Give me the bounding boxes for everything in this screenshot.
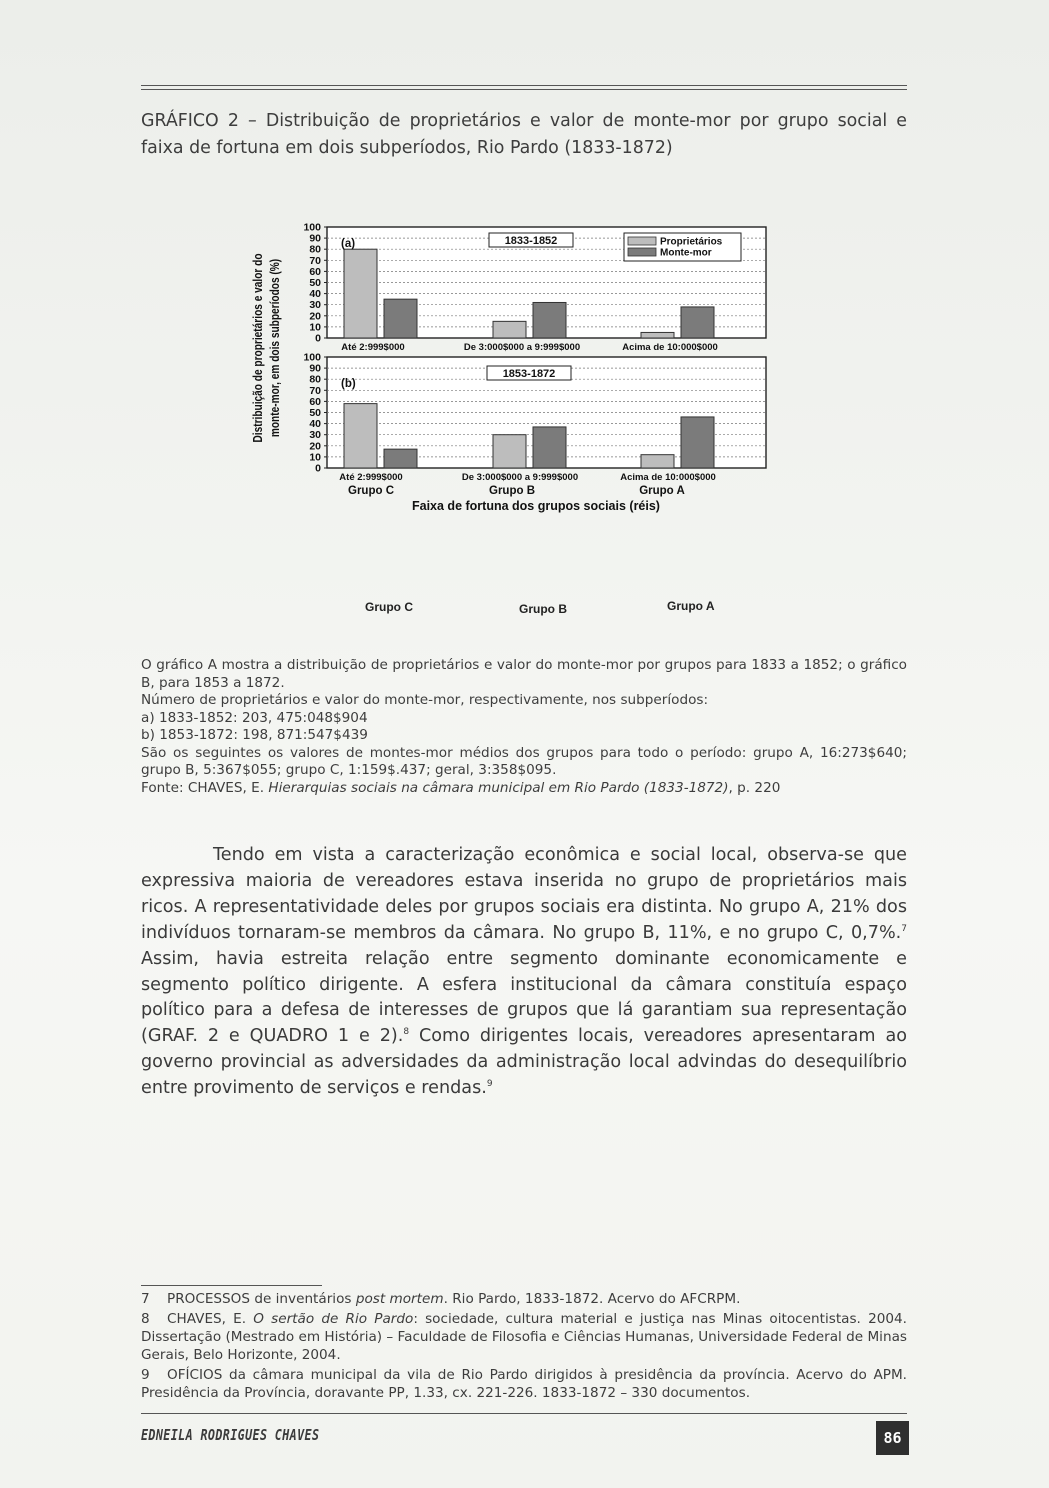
y-tick-label: 100 xyxy=(303,351,321,364)
bar-proprietarios xyxy=(641,332,674,338)
y-tick-label: 100 xyxy=(303,221,321,234)
bar-proprietarios xyxy=(493,435,526,468)
footnote-ref-7[interactable]: 7 xyxy=(901,923,907,934)
body-text-a: Tendo em vista a caracterização econômica e social local, observa-se que expressiva maioria de vereadores estava inserida no grupo de proprietários mais ricos. A representatividade deles por grupos sociais era distinta. No grupo A, 21% dos indivíduos tornaram-se membros da câmara. No grupo B, 11%, e no grupo C, 0,7%. xyxy=(141,845,907,943)
note-line: a) 1833-1852: 203, 475:048$904 xyxy=(141,709,368,726)
category-label: Até 2:999$000 xyxy=(339,472,403,483)
body-paragraph xyxy=(141,843,907,1102)
y-tick-label: 60 xyxy=(309,265,321,278)
category-label: De 3:000$000 a 9:999$000 xyxy=(461,472,579,483)
page-number: 86 xyxy=(876,1421,909,1455)
bar-proprietarios xyxy=(493,321,526,338)
group-label: Grupo C xyxy=(348,485,394,497)
footnote-ref-9[interactable]: 9 xyxy=(486,1079,493,1090)
y-tick-label: 90 xyxy=(309,362,321,375)
y-tick-label: 0 xyxy=(315,332,321,345)
footnote-8 xyxy=(141,1310,907,1364)
below-group-label-b: Grupo B xyxy=(519,602,567,616)
source-suffix: , p. 220 xyxy=(728,779,781,796)
footnote-italic: post mortem xyxy=(355,1291,444,1307)
y-tick-label: 60 xyxy=(309,395,321,408)
source-line xyxy=(141,780,907,798)
note-line: b) 1853-1872: 198, 871:547$439 xyxy=(141,727,368,743)
footnotes xyxy=(141,1290,907,1404)
figure-notes xyxy=(141,657,907,797)
footnote-number: 7 xyxy=(141,1291,150,1307)
footnote-number: 9 xyxy=(141,1367,150,1383)
footer-rule xyxy=(141,1413,907,1414)
category-label: De 3:000$000 a 9:999$000 xyxy=(463,342,581,353)
bar-proprietarios xyxy=(344,249,377,338)
bar-proprietarios xyxy=(344,404,377,468)
y-axis-title-line2: monte-mor, em dois subperíodos (%) xyxy=(267,258,283,438)
y-tick-label: 30 xyxy=(309,299,321,312)
y-tick-label: 20 xyxy=(309,310,321,323)
category-label: Acima de 10:000$000 xyxy=(620,472,716,483)
x-axis-title: Faixa de fortuna dos grupos sociais (réis) xyxy=(412,499,660,513)
below-group-label-a: Grupo A xyxy=(667,599,715,613)
category-label: Até 2:999$000 xyxy=(341,342,405,353)
legend-label: Proprietários xyxy=(660,236,723,248)
footnote-7 xyxy=(141,1290,907,1308)
footnote-text: . Rio Pardo, 1833-1872. Acervo do AFCRPM. xyxy=(443,1291,741,1307)
y-tick-label: 20 xyxy=(309,440,321,453)
y-tick-label: 30 xyxy=(309,429,321,442)
y-tick-label: 70 xyxy=(309,254,321,267)
y-tick-label: 50 xyxy=(309,407,321,419)
bar-montemor xyxy=(533,302,566,338)
period-label: 1853-1872 xyxy=(502,368,556,380)
footnote-rule xyxy=(141,1285,322,1286)
footnote-text: CHAVES, E. xyxy=(167,1311,254,1327)
y-tick-label: 80 xyxy=(309,373,321,386)
bar-montemor xyxy=(384,449,417,468)
note-line: Número de proprietários e valor do monte-mor, respectivamente, nos subperíodos: xyxy=(141,692,709,708)
legend-swatch xyxy=(628,248,656,256)
note-line: O gráfico A mostra a distribuição de proprietários e valor do monte-mor por grupos para 1833 a 1852; o gráfico B, para 1853 a 1872. xyxy=(141,657,907,691)
bar-montemor xyxy=(681,307,714,338)
bar-proprietarios xyxy=(641,455,674,468)
bar-montemor xyxy=(384,299,417,338)
period-label: 1833-1852 xyxy=(504,235,558,247)
bar-montemor xyxy=(533,427,566,468)
body-text-b: Assim, havia estreita relação entre segmento dominante economicamente e segmento político dirigente. A esfera institucional da câmara constituía espaço político para a defesa de interesses de grupos que lá garantiam sua representação (GRAF. 2 e QUADRO 1 e 2). xyxy=(141,948,907,1047)
panel-tag: (a) xyxy=(341,238,356,250)
source-prefix: Fonte: CHAVES, E. xyxy=(141,779,269,796)
y-tick-label: 80 xyxy=(309,243,321,256)
footnote-text: OFÍCIOS da câmara municipal da vila de Rio Pardo dirigidos à presidência da província. Acervo do APM. Presidência da Província, doravante PP, 1.33, cx. 221-226. 1833-1872 – 330 documentos. xyxy=(141,1367,907,1401)
footnote-italic: O sertão de Rio Pardo xyxy=(253,1311,414,1327)
footnote-number: 8 xyxy=(141,1311,150,1327)
category-label: Acima de 10:000$000 xyxy=(622,342,718,353)
panel-tag: (b) xyxy=(341,378,356,390)
y-tick-label: 10 xyxy=(309,451,321,464)
footnote-ref-8[interactable]: 8 xyxy=(403,1027,410,1038)
legend-label: Monte-mor xyxy=(660,247,712,259)
y-tick-label: 10 xyxy=(309,321,321,334)
chart-svg xyxy=(240,220,780,520)
source-title: Hierarquias sociais na câmara municipal em Rio Pardo (1833-1872) xyxy=(268,779,729,796)
bar-montemor xyxy=(681,417,714,468)
y-tick-label: 90 xyxy=(309,232,321,245)
footnote-9 xyxy=(141,1366,907,1402)
below-group-label-c: Grupo C xyxy=(365,600,413,614)
author-name: EDNEILA RODRIGUES CHAVES xyxy=(141,1426,320,1444)
legend-swatch xyxy=(628,237,656,245)
y-tick-label: 70 xyxy=(309,384,321,397)
y-tick-label: 0 xyxy=(315,462,321,475)
y-tick-label: 40 xyxy=(309,288,321,301)
body-text-c: Como dirigentes locais, vereadores apresentaram ao governo provincial as adversidades da administração local advindas do desequilíbrio entre provimento de serviços e rendas. xyxy=(141,1026,907,1099)
group-label: Grupo A xyxy=(639,485,685,497)
bar-chart xyxy=(240,220,780,520)
group-label: Grupo B xyxy=(489,485,535,497)
note-line: São os seguintes os valores de montes-mor médios dos grupos para todo o período: grupo A, 16:273$640; grupo B, 5:367$055; grupo C, 1:159$.437; geral, 3:358$095. xyxy=(141,744,907,778)
footnote-text: : sociedade, cultura material e justiça nas Minas oitocentistas. 2004. Dissertação (Mestrado em História) – Faculdade de Filosofia e Ciências Humanas, Universidade Federal de Minas Gerais, Belo Horizonte, 2004. xyxy=(141,1311,907,1363)
header-rule xyxy=(141,85,907,90)
y-tick-label: 50 xyxy=(309,277,321,289)
y-axis-title-line1: Distribuição de proprietários e valor do xyxy=(250,253,266,443)
figure-caption: GRÁFICO 2 – Distribuição de proprietários e valor de monte-mor por grupo social e faixa de fortuna em dois subperíodos, Rio Pardo (1833-1872) xyxy=(141,111,907,158)
footnote-text: PROCESSOS de inventários xyxy=(167,1291,356,1307)
y-tick-label: 40 xyxy=(309,418,321,431)
